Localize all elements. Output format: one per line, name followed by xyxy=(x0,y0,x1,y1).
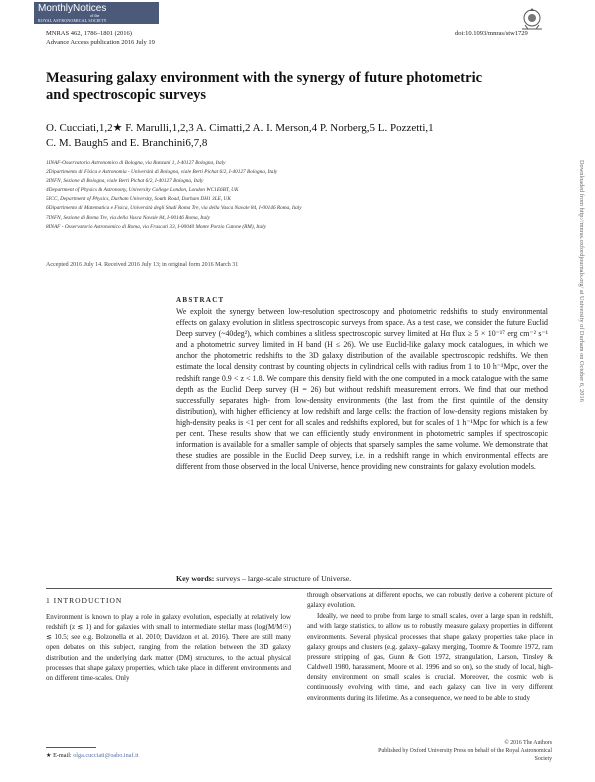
intro-col2-paragraph-1: through observations at different epochs, we can robustly derive a coherent picture of galaxy evolution. xyxy=(307,591,553,610)
logo-line1: MonthlyNotices xyxy=(38,3,107,14)
advance-access: Advance Access publication 2016 July 19 xyxy=(46,39,155,46)
title-line2: and spectroscopic surveys xyxy=(46,87,207,103)
accepted-date: Accepted 2016 July 14. Received 2016 July 13; in original form 2016 March 31 xyxy=(46,262,239,268)
footnote-email-link[interactable]: olga.cucciati@oabo.inaf.it xyxy=(73,752,139,759)
title-line1: Measuring galaxy environment with the synergy of future photometric xyxy=(46,70,483,86)
footnote-divider xyxy=(46,747,96,748)
intro-col2-paragraph-2: Ideally, we need to probe from large to small scales, over a large span in redshift, and with large statistics, to allow us to robustly measure galaxy properties in different environments. Several physical processes that shape galaxy properties take place in galaxy groups and clusters (e.g. galaxy–galaxy merging, Toomre & Toomre 1972, ram pressure stripping of gas, Gunn & Gott 1972, strangulation, Larson, Tinsley & Caldwell 1980, harassment, Moore et al. 1996 and so on), so the study of local, high-density environment on small scales is crucial. Moreover, the cosmic web is continuously evolving with time, and each galaxy can live in very different environments during its lifetime. As a consequence, we need to be able to study xyxy=(307,612,553,702)
download-sidebar xyxy=(578,160,588,630)
paper-title xyxy=(46,70,516,104)
keywords xyxy=(176,574,548,583)
affiliation: 3INFN, Sezione di Bologna, viale Berti Pichat 6/2, I-40127 Bologna, Italy xyxy=(46,178,204,185)
authors-line1: O. Cucciati,1,2★ F. Marulli,1,2,3 A. Cimatti,2 A. I. Merson,4 P. Norberg,5 L. Pozzetti,1 xyxy=(46,122,434,134)
affiliation: 7INFN, Sezione di Roma Tre, via della Vasca Navale 84, I-00146 Roma, Italy xyxy=(46,214,210,221)
journal-logo xyxy=(34,2,159,24)
affiliation: 6Dipartimento di Matematica e Fisica, Università degli Studi Roma Tre, via della Vasca Navale 84, I-00146 Roma, Italy xyxy=(46,205,302,212)
intro-heading: 1 INTRODUCTION xyxy=(46,596,123,605)
society-crest-icon xyxy=(518,5,546,33)
affiliations xyxy=(46,159,546,232)
logo-line2: of the xyxy=(90,13,100,18)
abstract-text: We exploit the synergy between low-resolution spectroscopy and photometric redshifts to study environmental effects on galaxy evolution in slitless spectroscopic surveys from space. As a test case, we consider the future Euclid Deep survey (~40deg²), which combines a slitless spectroscopic survey limited at Hα flux ≥ 5 × 10⁻¹⁷ erg cm⁻² s⁻¹ and a photometric survey limited in H band (H ≤ 26). We use Euclid-like galaxy mock catalogues, in which we anchor the photometric redshifts to the 3D galaxy distribution of the available spectroscopic redshifts. We then estimate the local density contrast by counting objects in cylindrical cells with radius from 1 to 10 h⁻¹Mpc, over the redshift range 0.9 < z < 1.8. We compare this density field with the one computed in a mock catalogue with the same depth as the Euclid Deep survey (H = 26) but without redshift measurement errors. We find that our method successfully separates high- from low-density environments (the last from the first quintile of the density distribution), with higher efficiency at low redshift and large cells: the fraction of low-density regions mistaken by high-density peaks is <1 per cent for all scales and redshifts explored, but for scales of 1 h⁻¹Mpc for which is a few per cent. These results show that we can efficiently study environment in photometric samples if spectroscopic information is available for a smaller sample of objects that sparsely samples the same volume. We demonstrate that these studies are possible in the Euclid Deep survey, i.e. in a redshift range in which environmental effects are different from those observed in the local Universe, hence providing new constraints for galaxy evolution models. xyxy=(176,307,548,472)
sidebar-text[interactable]: Downloaded from http://mnras.oxfordjournals.org/ at University of Durham on October 6, 2016 xyxy=(578,160,585,402)
copyright xyxy=(368,739,552,763)
authors-line2: C. M. Baugh5 and E. Branchini6,7,8 xyxy=(46,137,208,149)
intro-column-2 xyxy=(307,590,553,703)
copyright-line1: © 2016 The Authors xyxy=(504,740,552,746)
citation: MNRAS 462, 1786–1801 (2016) xyxy=(46,30,132,37)
logo-line3: ROYAL ASTRONOMICAL SOCIETY xyxy=(38,18,107,23)
affiliation: 4Department of Physics & Astronomy, University College London, London WC1E6BT, UK xyxy=(46,187,239,194)
footnote xyxy=(46,752,139,759)
keywords-text: surveys – large-scale structure of Universe. xyxy=(216,574,352,583)
affiliation: 5ICC, Department of Physics, Durham University, South Road, Durham DH1 3LE, UK xyxy=(46,196,231,203)
footnote-label: ★ E-mail: xyxy=(46,752,72,759)
copyright-line2: Published by Oxford University Press on behalf of the Royal Astronomical Society xyxy=(378,748,552,762)
abstract-heading: ABSTRACT xyxy=(176,296,225,304)
doi[interactable]: doi:10.1093/mnras/stw1729 xyxy=(455,30,528,37)
affiliation: 8INAF - Osservatorio Astronomico di Roma, via Frascati 33, I-00040 Monte Porzio Catone (RM), Italy xyxy=(46,223,266,230)
affiliation: 2Dipartimento di Fisica e Astronomia - Università di Bologna, viale Berti Pichat 6/2, I-40127 Bologna, Italy xyxy=(46,169,278,176)
keywords-label: Key words: xyxy=(176,574,215,583)
intro-column-1: Environment is known to play a role in galaxy evolution, especially at relatively low redshift (z ≲ 1) and for galaxies with small to intermediate stellar mass (log(M/M☉) ≲ 10.5; see e.g. Bolzonella et al. 2010; Davidzon et al. 2016). There are still many open debates on this subject, ranging from the relation between the 3D galaxy distribution and the underlying dark matter (DM) structures, to the actual physical processes that shape galaxy properties, which take place in different environments and on different time-scales. Only xyxy=(46,613,291,682)
affiliation: 1INAF-Osservatorio Astronomico di Bologna, via Ranzani 1, I-40127 Bologna, Italy xyxy=(46,160,226,166)
section-divider xyxy=(46,588,552,589)
author-list xyxy=(46,121,566,151)
